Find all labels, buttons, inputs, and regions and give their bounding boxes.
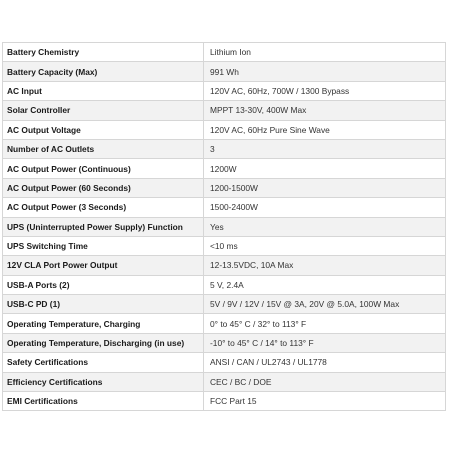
spec-label: AC Output Power (60 Seconds) xyxy=(3,178,204,197)
table-row xyxy=(3,178,446,197)
spec-value: Yes xyxy=(204,217,446,236)
table-row xyxy=(3,81,446,100)
spec-value: 1200-1500W xyxy=(204,178,446,197)
table-row xyxy=(3,43,446,62)
spec-label: USB-A Ports (2) xyxy=(3,275,204,294)
spec-label: AC Output Power (Continuous) xyxy=(3,159,204,178)
spec-label: 12V CLA Port Power Output xyxy=(3,256,204,275)
table-row xyxy=(3,275,446,294)
spec-value: FCC Part 15 xyxy=(204,392,446,411)
spec-value: MPPT 13-30V, 400W Max xyxy=(204,101,446,120)
spec-value: Lithium Ion xyxy=(204,43,446,62)
spec-label: Battery Capacity (Max) xyxy=(3,62,204,81)
table-row xyxy=(3,236,446,255)
spec-table xyxy=(2,42,446,411)
table-row xyxy=(3,159,446,178)
spec-value: 3 xyxy=(204,139,446,158)
table-row xyxy=(3,198,446,217)
table-row xyxy=(3,295,446,314)
spec-label: Efficiency Certifications xyxy=(3,372,204,391)
table-row xyxy=(3,314,446,333)
table-row xyxy=(3,353,446,372)
spec-value: 991 Wh xyxy=(204,62,446,81)
spec-value: <10 ms xyxy=(204,236,446,255)
spec-label: Operating Temperature, Discharging (in use) xyxy=(3,333,204,352)
spec-label: Solar Controller xyxy=(3,101,204,120)
spec-label: USB-C PD (1) xyxy=(3,295,204,314)
spec-value: 1200W xyxy=(204,159,446,178)
spec-value: 0° to 45° C / 32° to 113° F xyxy=(204,314,446,333)
table-row xyxy=(3,101,446,120)
spec-value: 1500-2400W xyxy=(204,198,446,217)
spec-value: 120V AC, 60Hz, 700W / 1300 Bypass xyxy=(204,81,446,100)
spec-label: AC Input xyxy=(3,81,204,100)
table-row xyxy=(3,256,446,275)
spec-label: Number of AC Outlets xyxy=(3,139,204,158)
table-row xyxy=(3,217,446,236)
spec-value: 120V AC, 60Hz Pure Sine Wave xyxy=(204,120,446,139)
spec-value: ANSI / CAN / UL2743 / UL1778 xyxy=(204,353,446,372)
spec-label: EMI Certifications xyxy=(3,392,204,411)
table-row xyxy=(3,392,446,411)
spec-value: CEC / BC / DOE xyxy=(204,372,446,391)
table-row xyxy=(3,333,446,352)
spec-value: -10° to 45° C / 14° to 113° F xyxy=(204,333,446,352)
table-row xyxy=(3,372,446,391)
spec-label: Battery Chemistry xyxy=(3,43,204,62)
spec-label: UPS (Uninterrupted Power Supply) Function xyxy=(3,217,204,236)
spec-value: 5 V, 2.4A xyxy=(204,275,446,294)
spec-label: UPS Switching Time xyxy=(3,236,204,255)
spec-label: Safety Certifications xyxy=(3,353,204,372)
spec-table-body xyxy=(3,43,446,411)
spec-label: AC Output Voltage xyxy=(3,120,204,139)
table-row xyxy=(3,62,446,81)
table-row xyxy=(3,139,446,158)
spec-label: AC Output Power (3 Seconds) xyxy=(3,198,204,217)
spec-label: Operating Temperature, Charging xyxy=(3,314,204,333)
spec-value: 5V / 9V / 12V / 15V @ 3A, 20V @ 5.0A, 100W Max xyxy=(204,295,446,314)
spec-value: 12-13.5VDC, 10A Max xyxy=(204,256,446,275)
table-row xyxy=(3,120,446,139)
